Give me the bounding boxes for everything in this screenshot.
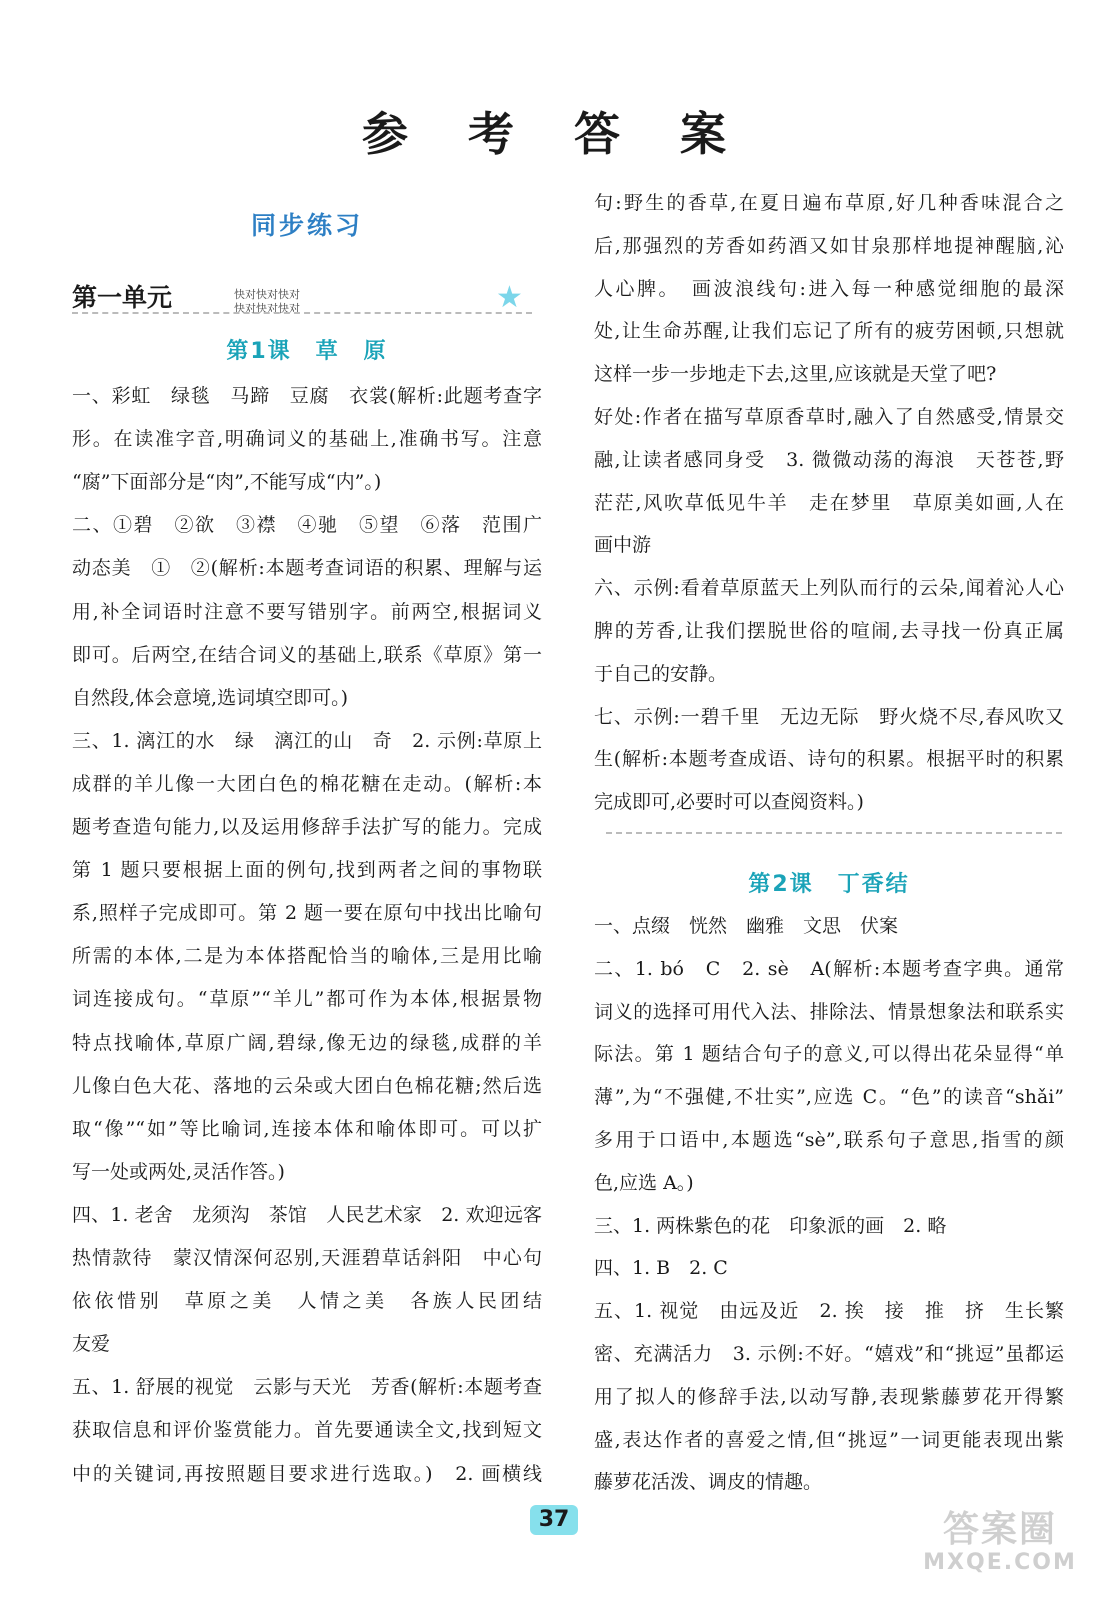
answer-line: 动态美 ① ②(解析:本题考查词语的积累、理解与运 — [72, 557, 542, 580]
answer-line: 句:野生的香草,在夏日遍布草原,好几种香味混合之 — [594, 192, 1064, 214]
answer-line: 一、彩虹 绿毯 马蹄 豆腐 衣裳(解析:此题考查字 — [72, 385, 542, 407]
answer-line: 三、1. 两株紫色的花 印象派的画 2. 略 — [594, 1214, 947, 1237]
page-number: 37 — [530, 1505, 578, 1535]
answer-line: 用了拟人的修辞手法,以动写静,表现紫藤萝花开得繁 — [594, 1385, 1064, 1408]
answer-line: 脾的芳香,让我们摆脱世俗的喧闹,去寻找一份真正属 — [594, 620, 1064, 642]
answer-line: 词义的选择可用代入法、排除法、情景想象法和联系实 — [594, 1000, 1064, 1023]
answer-line: 二、1. bó C 2. sè A(解析:本题考查字典。通常 — [594, 957, 1064, 980]
answer-line: 五、1. 舒展的视觉 云影与天光 芳香(解析:本题考查 — [72, 1376, 542, 1399]
answer-line: 中的关键词,再按照题目要求进行选取。) 2. 画横线 — [72, 1462, 542, 1485]
unit-heading: 第一单元 — [72, 283, 173, 312]
answer-line: 即可。后两空,在结合词义的基础上,联系《草原》第一 — [72, 643, 542, 666]
answer-line: 形。在读准字音,明确词义的基础上,准确书写。注意 — [72, 428, 542, 451]
answer-line: 依依惜别 草原之美 人情之美 各族人民团结 — [72, 1290, 542, 1313]
answer-line: 际法。第 1 题结合句子的意义,可以得出花朵显得“单 — [594, 1043, 1064, 1066]
answer-line: 取“像”“如”等比喻词,连接本体和喻体即可。可以扩 — [72, 1117, 542, 1140]
slogan-line-2: 快对快对快对 — [234, 302, 300, 315]
answer-line: 成群的羊儿像一大团白色的棉花糖在走动。(解析:本 — [72, 772, 542, 795]
answer-line: 完成即可,必要时可以查阅资料。) — [594, 791, 864, 814]
answer-line: 系,照样子完成即可。第 2 题一要在原句中找出比喻句 — [72, 902, 542, 925]
answer-line: 盛,表达作者的喜爱之情,但“挑逗”一词更能表现出紫 — [594, 1428, 1064, 1451]
answer-line: 于自己的安静。 — [594, 662, 728, 685]
answer-line: 人心脾。 画波浪线句:进入每一种感觉细胞的最深 — [594, 277, 1064, 300]
unit-divider — [72, 312, 532, 314]
watermark-url: MXQE.COM — [923, 1550, 1077, 1575]
answer-line: 四、1. B 2. C — [594, 1257, 728, 1280]
answer-line: 密、充满活力 3. 示例:不好。“嬉戏”和“挑逗”虽都运 — [594, 1343, 1064, 1365]
answer-line: 好处:作者在描写草原香草时,融入了自然感受,情景交 — [594, 406, 1064, 428]
answer-line: 色,应选 A。) — [594, 1171, 694, 1194]
section-banner — [72, 206, 542, 242]
answer-line: 词连接成句。“草原”“羊儿”都可作为本体,根据景物 — [72, 988, 542, 1011]
answer-line: 题考查造句能力,以及运用修辞手法扩写的能力。完成 — [72, 816, 542, 838]
answer-line: 三、1. 漓江的水 绿 漓江的山 奇 2. 示例:草原上 — [72, 729, 542, 752]
answer-line: 生(解析:本题考查成语、诗句的积累。根据平时的积累 — [594, 748, 1064, 771]
answer-line: 一、点缀 恍然 幽雅 文思 伏案 — [594, 915, 899, 937]
answer-line: 后,那强烈的芳香如药酒又如甘泉那样地提神醒脑,沁 — [594, 234, 1064, 257]
answer-line: 所需的本体,二是为本体搭配恰当的喻体,三是用比喻 — [72, 945, 542, 968]
lesson-divider — [606, 832, 1062, 834]
answer-line: 用,补全词语时注意不要写错别字。前两空,根据词义 — [72, 600, 542, 623]
answer-line: 友爱 — [72, 1333, 111, 1356]
star-icon: ★ — [496, 280, 523, 315]
answer-line: 六、示例:看着草原蓝天上列队而行的云朵,闻着沁人心 — [594, 577, 1064, 600]
answer-line: 第 1 题只要根据上面的例句,找到两者之间的事物联 — [72, 859, 542, 882]
answer-line: 薄”,为“不强健,不壮实”,应选 C。“色”的读音“shǎi” — [594, 1086, 1064, 1109]
answer-line: 写一处或两处,灵活作答。) — [72, 1160, 285, 1183]
answer-line: 藤萝花活泼、调皮的情趣。 — [594, 1471, 823, 1494]
lesson-1-title: 第1课 草 原 — [226, 339, 388, 364]
answer-line: 画中游 — [594, 534, 652, 557]
answer-line: 这样一步一步地走下去,这里,应该就是天堂了吧? — [594, 363, 997, 386]
answer-line: 七、示例:一碧千里 无边无际 野火烧不尽,春风吹又 — [594, 705, 1064, 728]
lesson-2-title: 第2课 丁香结 — [748, 872, 910, 897]
slogan-line-1: 快对快对快对 — [234, 288, 300, 301]
answer-line: 多用于口语中,本题选“sè”,联系句子意思,指雪的颜 — [594, 1129, 1064, 1151]
answer-line: “腐”下面部分是“肉”,不能写成“内”。) — [72, 471, 382, 494]
page-title: 参 考 答 案 — [361, 107, 749, 161]
answer-line: 自然段,体会意境,选词填空即可。) — [72, 686, 348, 709]
watermark-logo: 答案圈 — [942, 1509, 1057, 1550]
answer-line: 茫茫,风吹草低见牛羊 走在梦里 草原美如画,人在 — [594, 491, 1064, 514]
answer-line: 四、1. 老舍 龙须沟 茶馆 人民艺术家 2. 欢迎远客 — [72, 1203, 542, 1226]
answer-line: 获取信息和评价鉴赏能力。首先要通读全文,找到短文 — [72, 1419, 542, 1442]
watermark — [905, 1510, 1095, 1576]
answer-line: 融,让读者感同身受 3. 微微动荡的海浪 天苍苍,野 — [594, 448, 1064, 471]
answer-line: 特点找喻体,草原广阔,碧绿,像无边的绿毯,成群的羊 — [72, 1031, 542, 1054]
answer-line: 二、①碧 ②欲 ③襟 ④驰 ⑤望 ⑥落 范围广 — [72, 514, 542, 537]
answer-line: 儿像白色大花、落地的云朵或大团白色棉花糖;然后选 — [72, 1074, 542, 1097]
answer-line: 热情款待 蒙汉情深何忍别,天涯碧草话斜阳 中心句 — [72, 1247, 542, 1269]
banner-text: 同步练习 — [250, 211, 363, 240]
answer-line: 五、1. 视觉 由远及近 2. 挨 接 推 挤 生长繁 — [594, 1300, 1064, 1323]
answer-line: 处,让生命苏醒,让我们忘记了所有的疲劳困顿,只想就 — [594, 320, 1064, 343]
